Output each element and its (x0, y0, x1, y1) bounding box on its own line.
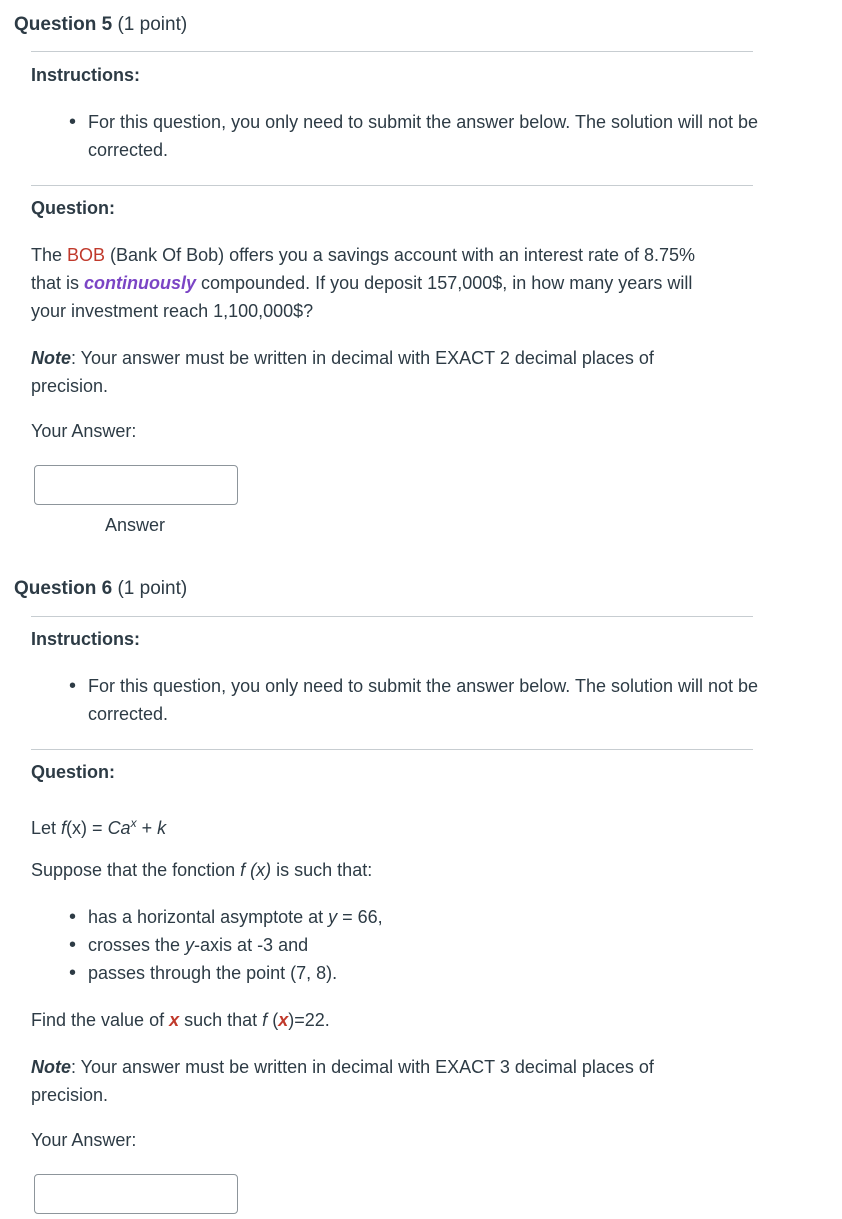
instructions-list (31, 108, 761, 164)
divider (31, 616, 753, 617)
question-label: Question: (31, 762, 115, 782)
list-item (31, 903, 761, 931)
question-6-note (31, 1053, 771, 1109)
list-item: • For this question, you only need to submit the answer below. The solution will not be corrected. (31, 108, 761, 164)
note-label: Note (31, 1057, 71, 1077)
math-y: y (328, 907, 338, 927)
question-5-number: Question 5 (14, 14, 113, 35)
divider (31, 749, 753, 750)
divider (31, 51, 753, 52)
math-k: k (157, 818, 167, 838)
question-5-body (31, 241, 771, 325)
condition-text: = 66, (337, 907, 383, 927)
body-text: Let (31, 818, 62, 838)
question-5-points: (1 point) (117, 14, 188, 35)
body-text: that is (31, 273, 85, 293)
math-paren: ( (267, 1010, 279, 1030)
instructions-label: Instructions: (31, 65, 141, 85)
question-label: Question: (31, 198, 115, 218)
question-6-number: Question 6 (14, 578, 113, 599)
your-answer-label: Your Answer: (31, 1130, 137, 1150)
question-6-points: (1 point) (117, 578, 188, 599)
divider (31, 185, 753, 186)
note-text: precision. (31, 1085, 109, 1105)
condition-text: has a horizontal asymptote at (88, 907, 329, 927)
continuously-highlight: continuously (84, 273, 197, 293)
list-item (31, 959, 761, 987)
math-x-highlight: x (278, 1010, 289, 1030)
body-text: compounded. If you deposit 157,000$, in how many years will (196, 273, 693, 293)
bob-highlight: BOB (67, 245, 106, 265)
note-text: : Your answer must be written in decimal with EXACT 2 decimal places of (71, 348, 654, 368)
body-text: your investment reach 1,100,000$? (31, 301, 314, 321)
math-fx: f (x) (240, 860, 272, 880)
instructions-label: Instructions: (31, 629, 141, 649)
math-equals: = (87, 818, 108, 838)
body-text: is such that: (271, 860, 373, 880)
note-label: Note (31, 348, 71, 368)
body-text: such that (179, 1010, 263, 1030)
math-f: f (61, 818, 67, 838)
question-5-answer-input[interactable] (34, 465, 238, 505)
question-5-note (31, 344, 771, 400)
function-definition (31, 809, 166, 842)
math-y: y (185, 935, 195, 955)
note-text: : Your answer must be written in decimal with EXACT 3 decimal places of (71, 1057, 654, 1077)
suppose-text (31, 856, 372, 884)
math-f: f (262, 1010, 268, 1030)
list-item: • For this question, you only need to submit the answer below. The solution will not be corrected. (31, 672, 761, 728)
question-5-title (14, 14, 187, 36)
find-text (31, 1006, 330, 1034)
conditions-list (31, 903, 761, 987)
your-answer-label: Your Answer: (31, 421, 137, 441)
math-x-highlight: x (169, 1010, 180, 1030)
question-6-answer-input[interactable] (34, 1174, 238, 1214)
body-text: Find the value of (31, 1010, 170, 1030)
list-item (31, 931, 761, 959)
answer-caption: Answer (105, 515, 166, 535)
body-text: )=22. (288, 1010, 330, 1030)
note-text: precision. (31, 376, 109, 396)
condition-text: crosses the (88, 935, 186, 955)
condition-text: passes through the point (7, 8). (88, 963, 338, 983)
math-plus: + (136, 818, 158, 838)
instructions-list (31, 672, 761, 728)
question-6-title (14, 578, 187, 600)
condition-text: -axis at -3 and (194, 935, 309, 955)
math-arg: (x) (66, 818, 88, 838)
math-exponent: x (130, 816, 137, 830)
math-ca: Ca (107, 818, 131, 838)
body-text: The (31, 245, 68, 265)
body-text: (Bank Of Bob) offers you a savings account with an interest rate of 8.75% (105, 245, 696, 265)
body-text: Suppose that the fonction (31, 860, 241, 880)
